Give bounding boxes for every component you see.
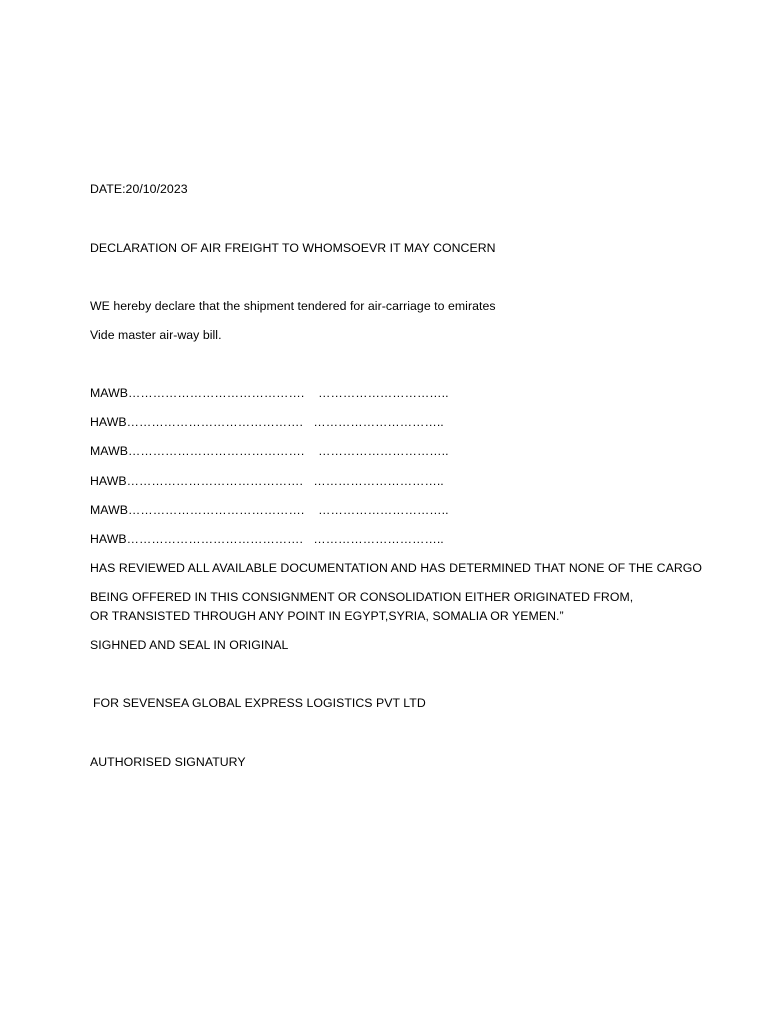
- document-date: DATE:20/10/2023: [90, 182, 188, 196]
- reviewed-statement: HAS REVIEWED ALL AVAILABLE DOCUMENTATION AND HAS DETERMINED THAT NONE OF THE CARGO: [90, 561, 702, 575]
- mawb-line: MAWB……………………………………. …………………………..: [90, 503, 449, 517]
- mawb-line: MAWB……………………………………. …………………………..: [90, 386, 449, 400]
- declaration-line-1: WE hereby declare that the shipment tendered for air-carriage to emirates: [90, 299, 496, 313]
- signature-label: AUTHORISED SIGNATURY: [90, 755, 246, 769]
- declaration-line-2: Vide master air-way bill.: [90, 328, 222, 342]
- company-name: FOR SEVENSEA GLOBAL EXPRESS LOGISTICS PVT LTD: [93, 696, 426, 710]
- document-title: DECLARATION OF AIR FREIGHT TO WHOMSOEVR IT MAY CONCERN: [90, 241, 496, 255]
- origin-statement: BEING OFFERED IN THIS CONSIGNMENT OR CONSOLIDATION EITHER ORIGINATED FROM, OR TRANSISTED THROUGH ANY POINT IN EGYPT,SYRIA, SOMALIA OR YEMEN.”: [90, 590, 634, 623]
- hawb-line: HAWB……………………………………. …………………………..: [90, 415, 444, 429]
- signed-note: SIGHNED AND SEAL IN ORIGINAL: [90, 638, 289, 652]
- hawb-line: HAWB……………………………………. …………………………..: [90, 474, 444, 488]
- hawb-line: HAWB……………………………………. …………………………..: [90, 532, 444, 546]
- mawb-line: MAWB……………………………………. …………………………..: [90, 444, 449, 458]
